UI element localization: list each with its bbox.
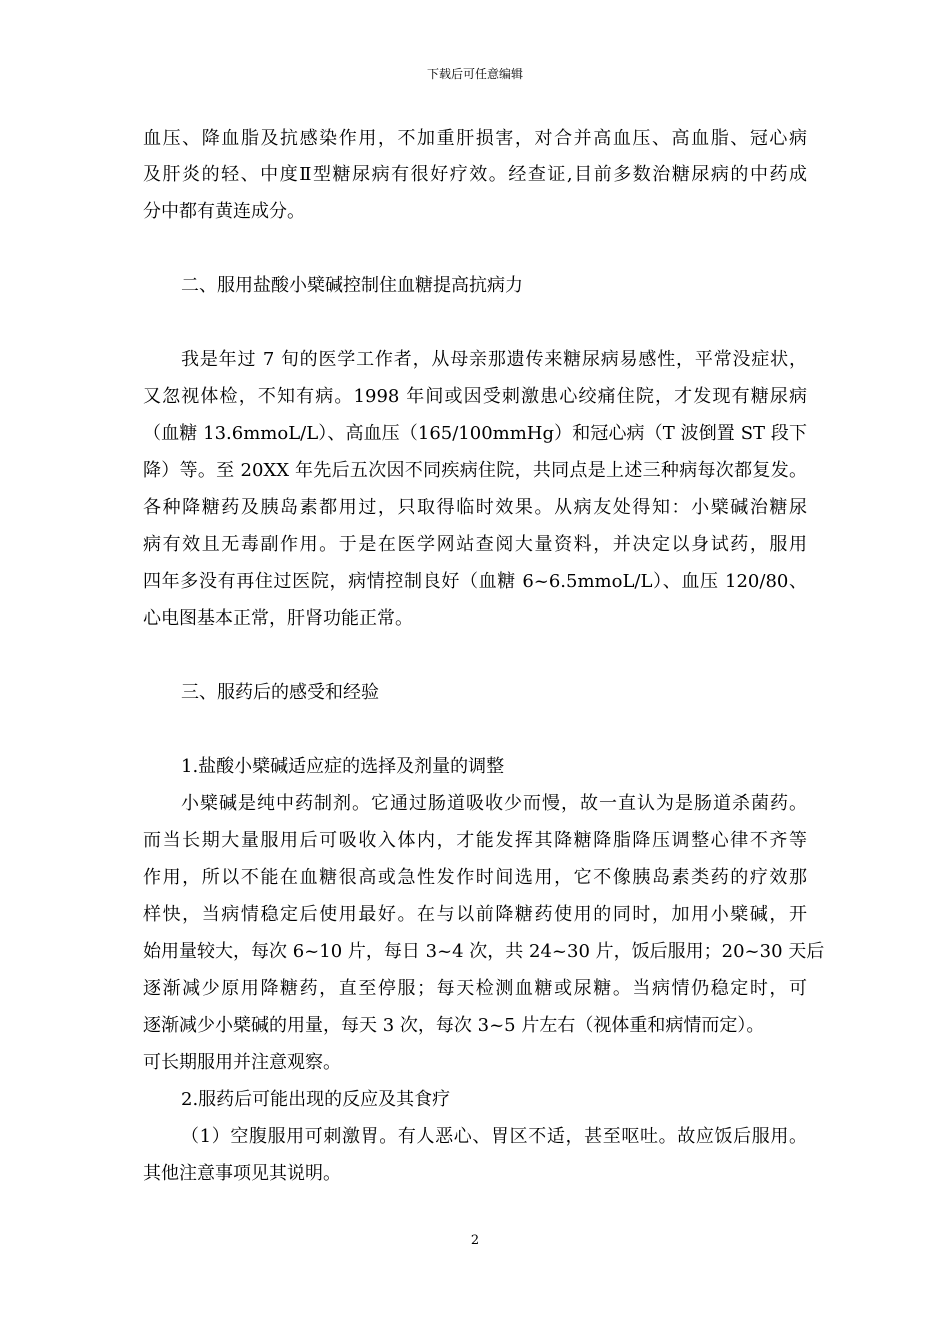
paragraph-line: 我是年过 7 旬的医学工作者，从母亲那遗传来糖尿病易感性，平常没症状，	[181, 349, 807, 370]
subsection-heading: 2.服药后可能出现的反应及其食疗	[181, 1089, 451, 1110]
paragraph-line: （血糖 13.6mmoL/L）、高血压（165/100mmHg）和冠心病（T 波倒置 ST 段下	[143, 423, 807, 444]
paragraph-line: 病有效且无毒副作用。于是在医学网站查阅大量资料，并决定以身试药，服用	[143, 534, 807, 555]
paragraph-line: 又忽视体检，不知有病。1998 年间或因受刺激患心绞痛住院，才发现有糖尿病	[143, 386, 807, 407]
paragraph-line: 可长期服用并注意观察。	[143, 1052, 341, 1073]
paragraph-line: 分中都有黄连成分。	[143, 201, 305, 222]
paragraph-line: 心电图基本正常，肝肾功能正常。	[143, 608, 413, 629]
subsection-heading: 1.盐酸小檗碱适应症的选择及剂量的调整	[181, 756, 505, 777]
paragraph-line: 而当长期大量服用后可吸收入体内，才能发挥其降糖降脂降压调整心律不齐等	[143, 830, 807, 851]
page-number: 2	[470, 1233, 480, 1248]
paragraph-line: 逐渐减少原用降糖药，直至停服；每天检测血糖或尿糖。当病情仍稳定时，可	[143, 978, 807, 999]
section-heading: 二、服用盐酸小檗碱控制住血糖提高抗病力	[181, 275, 523, 296]
paragraph-line: 四年多没有再住过医院，病情控制良好（血糖 6~6.5mmoL/L）、血压 120/80、	[143, 571, 807, 592]
paragraph-line: 其他注意事项见其说明。	[143, 1163, 341, 1184]
paragraph-line: 作用，所以不能在血糖很高或急性发作时间选用，它不像胰岛素类药的疗效那	[143, 867, 807, 888]
paragraph-line: 样快，当病情稳定后使用最好。在与以前降糖药使用的同时，加用小檗碱，开	[143, 904, 807, 925]
paragraph-line: 小檗碱是纯中药制剂。它通过肠道吸收少而慢，故一直认为是肠道杀菌药。	[181, 793, 807, 814]
paragraph-line: 各种降糖药及胰岛素都用过，只取得临时效果。从病友处得知：小檗碱治糖尿	[143, 497, 807, 518]
paragraph-line: 血压、降血脂及抗感染作用，不加重肝损害，对合并高血压、高血脂、冠心病	[143, 128, 807, 149]
paragraph-line: 降）等。至 20XX 年先后五次因不同疾病住院，共同点是上述三种病每次都复发。	[143, 460, 807, 481]
page-header: 下载后可任意编辑	[426, 67, 523, 81]
section-heading: 三、服药后的感受和经验	[181, 682, 379, 703]
paragraph-line: 逐渐减少小檗碱的用量，每天 3 次，每次 3~5 片左右（视体重和病情而定）。	[143, 1015, 765, 1036]
paragraph-line: 及肝炎的轻、中度Ⅱ型糖尿病有很好疗效。经查证,目前多数治糖尿病的中药成	[143, 164, 807, 185]
paragraph-line: 始用量较大，每次 6~10 片，每日 3~4 次，共 24~30 片，饭后服用；20~30 天后	[143, 941, 825, 962]
paragraph-line: （1）空腹服用可刺激胃。有人恶心、胃区不适，甚至呕吐。故应饭后服用。	[181, 1126, 807, 1147]
